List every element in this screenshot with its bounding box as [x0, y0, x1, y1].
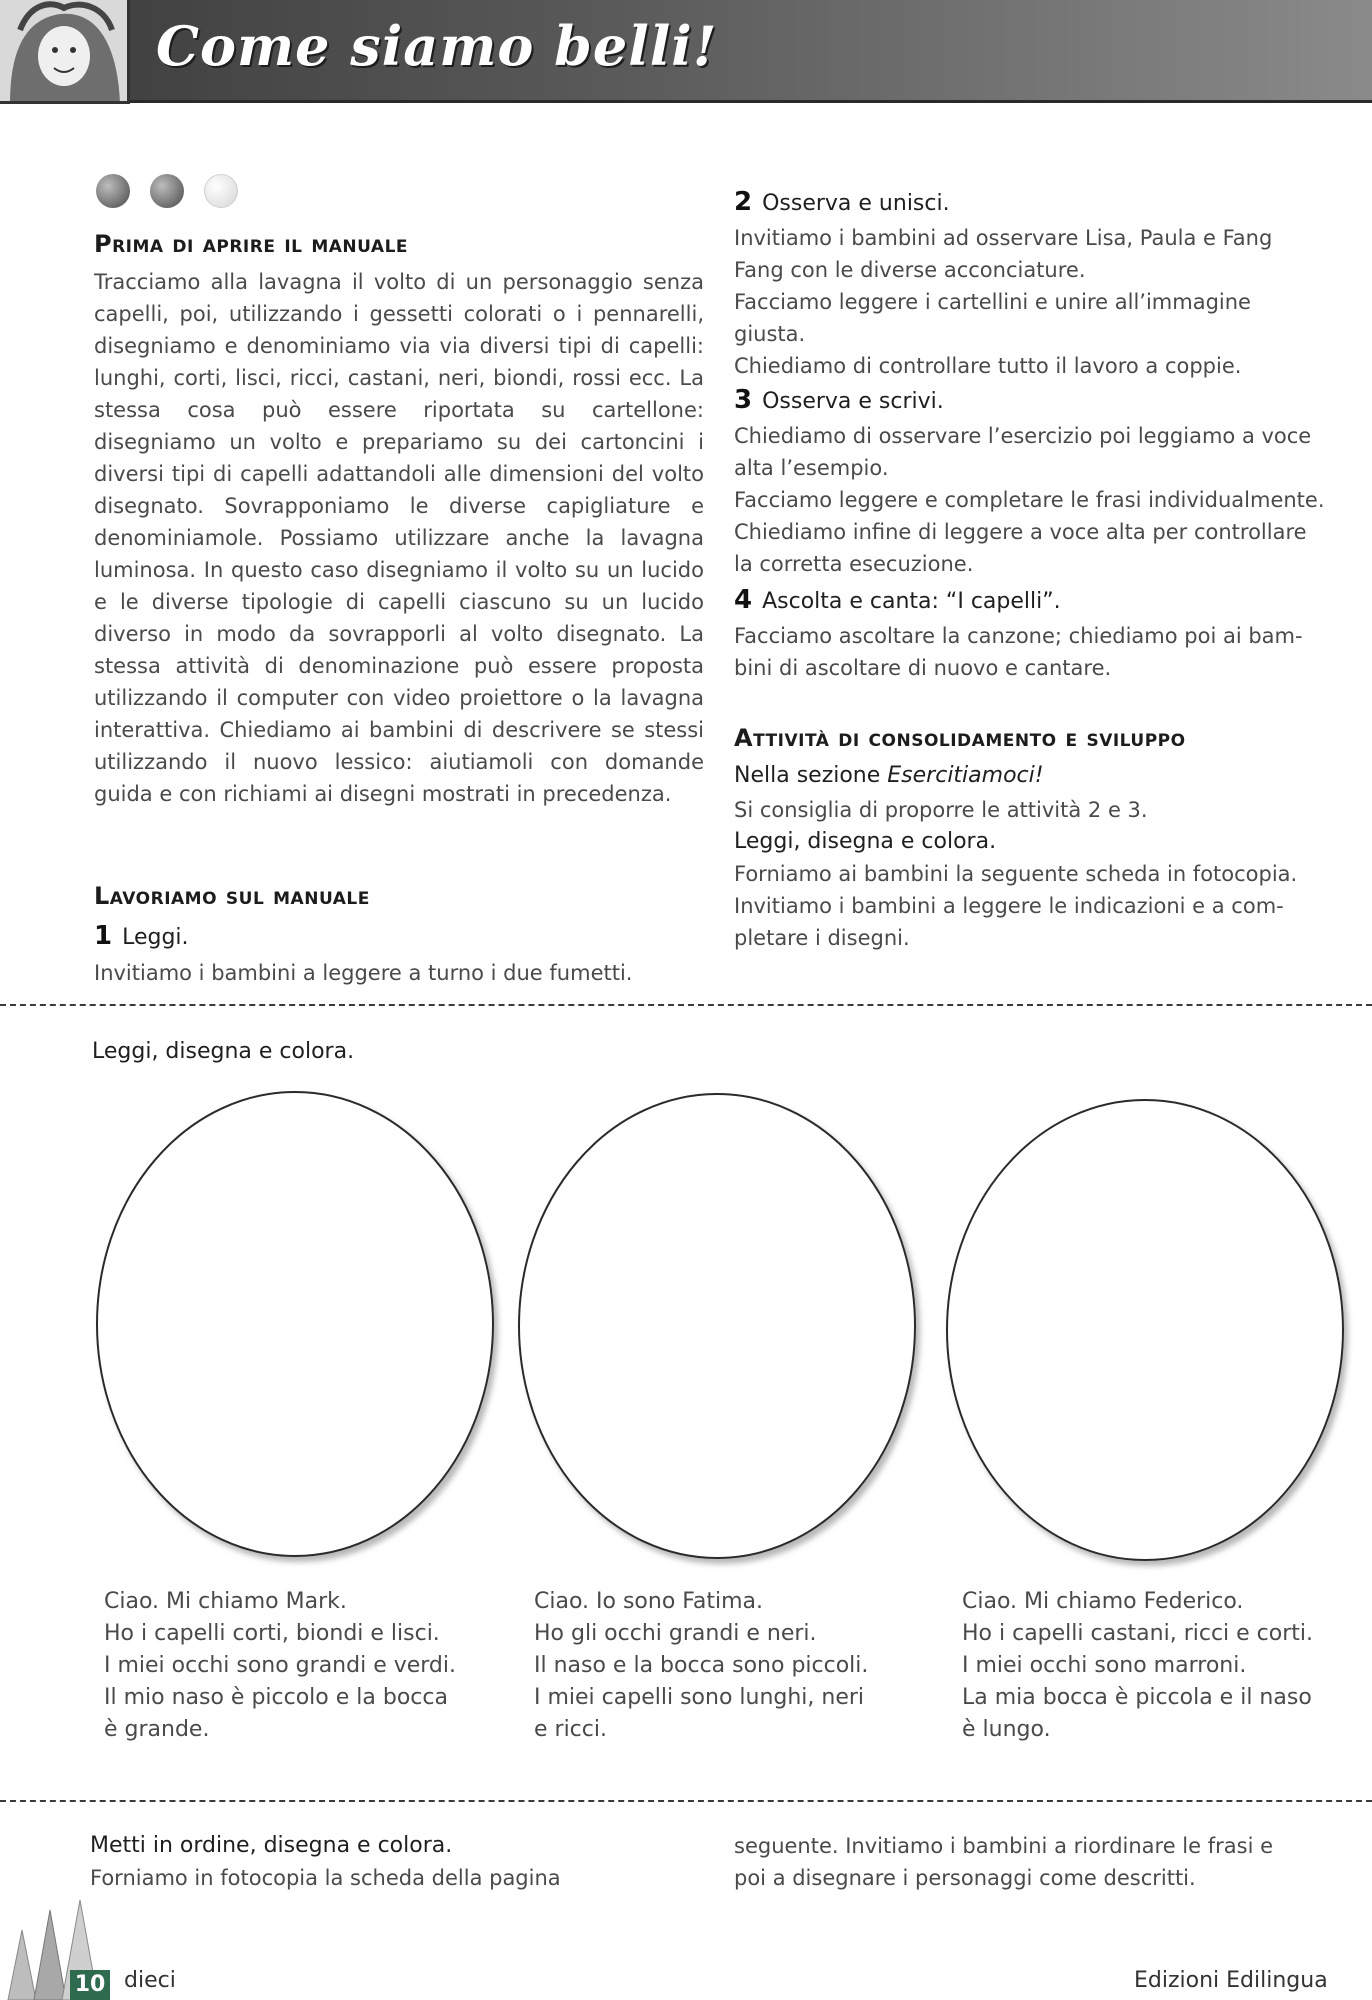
- exercise-4-number: 4: [734, 585, 753, 615]
- face-outline-1[interactable]: [97, 1092, 493, 1556]
- exercise-2-number: 2: [734, 187, 753, 217]
- consolidation-heading: Attività di consolidamento e sviluppo: [734, 724, 1186, 752]
- section-name: Esercitiamoci!: [887, 763, 1044, 788]
- page-title: Come siamo belli!: [156, 14, 718, 78]
- exercise-3-number: 3: [734, 385, 753, 415]
- exercise-1-text: Invitiamo i bambini a leggere a turno i due fumetti.: [94, 961, 633, 985]
- face-caption-1: Ciao. Mi chiamo Mark. Ho i capelli corti, biondi e lisci. I miei occhi sono grandi e verdi. Il mio naso è piccolo e la bocca è grande.: [104, 1589, 456, 1742]
- consolidation-task-title: Leggi, disegna e colora.: [734, 829, 997, 854]
- consolidation-advice: Si consiglia di proporre le attività 2 e 3.: [734, 798, 1148, 822]
- exercise-2-text: Invitiamo i bambini ad osservare Lisa, Paula e Fang Fang con le diverse acconciature. Facciamo leggere i cartellini e unire all’immagine giusta. Chiediamo di controllare tutto il lavoro a coppie.: [734, 226, 1273, 378]
- publisher-name: Edizioni Edilingua: [1134, 1968, 1328, 1993]
- exercise-4-text: Facciamo ascoltare la canzone; chiediamo poi ai bam- bini di ascoltare di nuovo e cantare.: [734, 624, 1303, 680]
- exercise-3-text: Chiediamo di osservare l’esercizio poi leggiamo a voce alta l’esempio. Facciamo leggere e completare le frasi individualmente. Chiediamo infine di leggere a voce alta per controllare la corretta esecuzione.: [734, 424, 1325, 576]
- face-caption-2: Ciao. Io sono Fatima. Ho gli occhi grandi e neri. Il naso e la bocca sono piccoli. I miei capelli sono lunghi, neri e ricci.: [534, 1589, 869, 1742]
- bottom-left-text: Forniamo in fotocopia la scheda della pagina: [90, 1866, 561, 1890]
- manual-heading: Lavoriamo sul manuale: [94, 882, 370, 910]
- exercise-1-number: 1: [94, 921, 113, 951]
- dashed-divider: [0, 1800, 1372, 1802]
- section-reference: Nella sezione Esercitiamoci!: [734, 763, 1044, 788]
- bottom-task-title: Metti in ordine, disegna e colora.: [90, 1833, 453, 1858]
- face-caption-3: Ciao. Mi chiamo Federico. Ho i capelli castani, ricci e corti. I miei occhi sono marroni. La mia bocca è piccola e il naso è lungo.: [962, 1589, 1314, 1742]
- bottom-right-text: seguente. Invitiamo i bambini a riordinare le frasi e poi a disegnare i personaggi come descritti.: [734, 1834, 1273, 1890]
- page-word: dieci: [124, 1968, 176, 1993]
- face-outline-3[interactable]: [947, 1100, 1343, 1560]
- face-outline-2[interactable]: [519, 1094, 915, 1558]
- intro-heading: Prima di aprire il manuale: [94, 230, 409, 258]
- page-number: 10: [70, 1970, 110, 2000]
- exercise-1-label: Leggi.: [122, 925, 189, 950]
- exercise-3-label: Osserva e scrivi.: [762, 389, 944, 414]
- intro-body: Tracciamo alla lavagna il volto di un personaggio senza capelli, poi, utilizzando i gessetti colorati o i pennarelli, disegniamo e denominiamo via via diversi tipi di capelli: lunghi, corti, lisci, ricci, castani, neri, biondi, rossi ecc. La stessa cosa può essere riportata su cartellone: disegniamo un volto e prepariamo su dei cartoncini i diversi tipi di capelli adattandoli alle dimensioni del volto disegnato. Sovrapponiamo le diverse capigliature e denominiamole. Possiamo utilizzare anche la lavagna luminosa. In questo caso disegniamo il volto su un lucido e le diverse tipologie di capelli ciascuno su un lucido diverso in modo da sovrapporli al volto disegnato. La stessa attività di denominazione può essere proposta utilizzando il computer con video proiettore o la lavagna interattiva. Chiediamo ai bambini di descrivere se stessi utilizzando il nuovo lessico: aiutiamoli con domande guida e con richiami ai disegni mostrati in precedenza.: [94, 270, 704, 806]
- exercise-2-label: Osserva e unisci.: [762, 191, 950, 216]
- worksheet-title: Leggi, disegna e colora.: [92, 1039, 355, 1064]
- consolidation-text: Forniamo ai bambini la seguente scheda in fotocopia. Invitiamo i bambini a leggere le indicazioni e a com- pletare i disegni.: [734, 862, 1298, 950]
- exercise-4-label: Ascolta e canta: “I capelli”.: [762, 589, 1061, 614]
